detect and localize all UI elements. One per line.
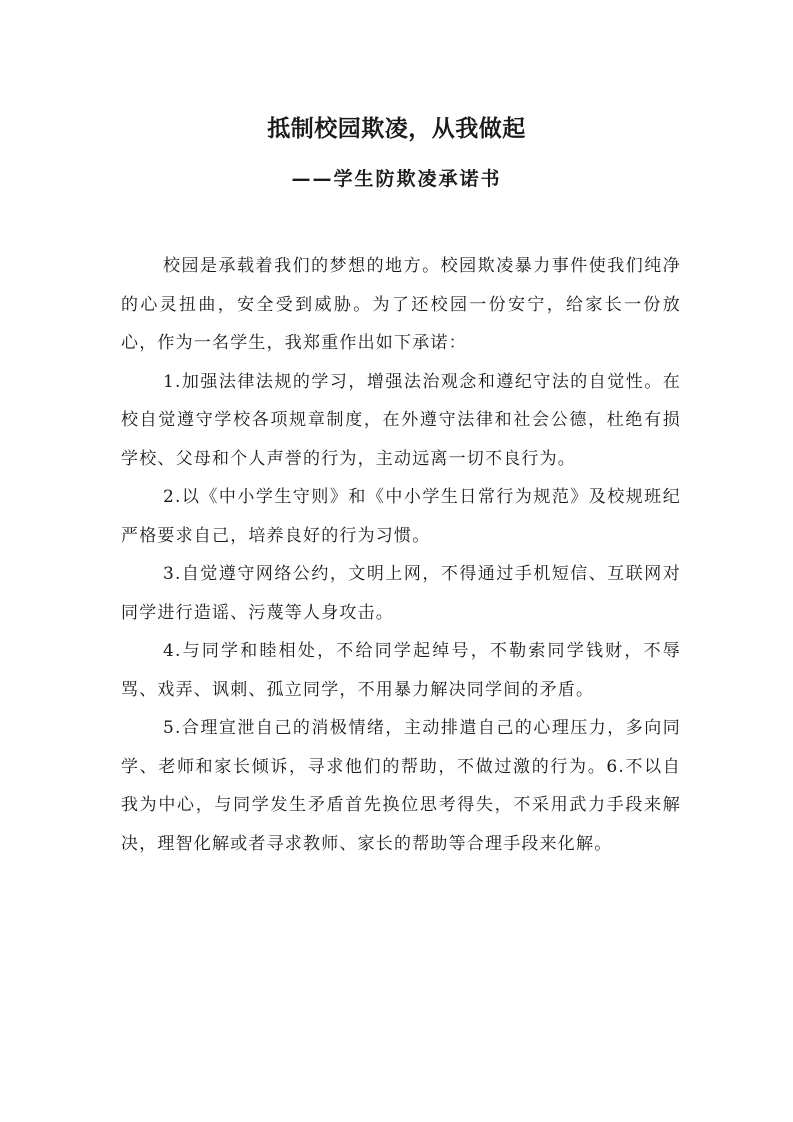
- document-title: 抵制校园欺凌，从我做起: [267, 116, 526, 142]
- document-body: [121, 247, 681, 863]
- paragraph-item-3: 3.自觉遵守网络公约，文明上网，不得通过手机短信、互联网对同学进行造谣、污蔑等人身攻击。: [121, 564, 681, 623]
- document-subtitle: ——学生防欺凌承诺书: [291, 168, 502, 190]
- paragraph-item-2: 2.以《中小学生守则》和《中小学生日常行为规范》及校规班纪严格要求自己，培养良好的行为习惯。: [121, 487, 681, 546]
- paragraph-item-4: 4.与同学和睦相处，不给同学起绰号，不勒索同学钱财，不辱骂、戏弄、讽刺、孤立同学，不用暴力解决同学间的矛盾。: [121, 641, 681, 700]
- paragraph-intro: 校园是承载着我们的梦想的地方。校园欺凌暴力事件使我们纯净的心灵扭曲，安全受到威胁。为了还校园一份安宁，给家长一份放心，作为一名学生，我郑重作出如下承诺：: [121, 256, 681, 353]
- paragraph-item-5-6: 5.合理宣泄自己的消极情绪，主动排遣自己的心理压力，多向同学、老师和家长倾诉，寻求他们的帮助，不做过激的行为。6.不以自我为中心，与同学发生矛盾首先换位思考得失，不采用武力手段来解决，理智化解或者寻求教师、家长的帮助等合理手段来化解。: [121, 718, 681, 854]
- paragraph-item-1: 1.加强法律法规的学习，增强法治观念和遵纪守法的自觉性。在校自觉遵守学校各项规章制度，在外遵守法律和社会公德，杜绝有损学校、父母和个人声誉的行为，主动远离一切不良行为。: [121, 371, 681, 469]
